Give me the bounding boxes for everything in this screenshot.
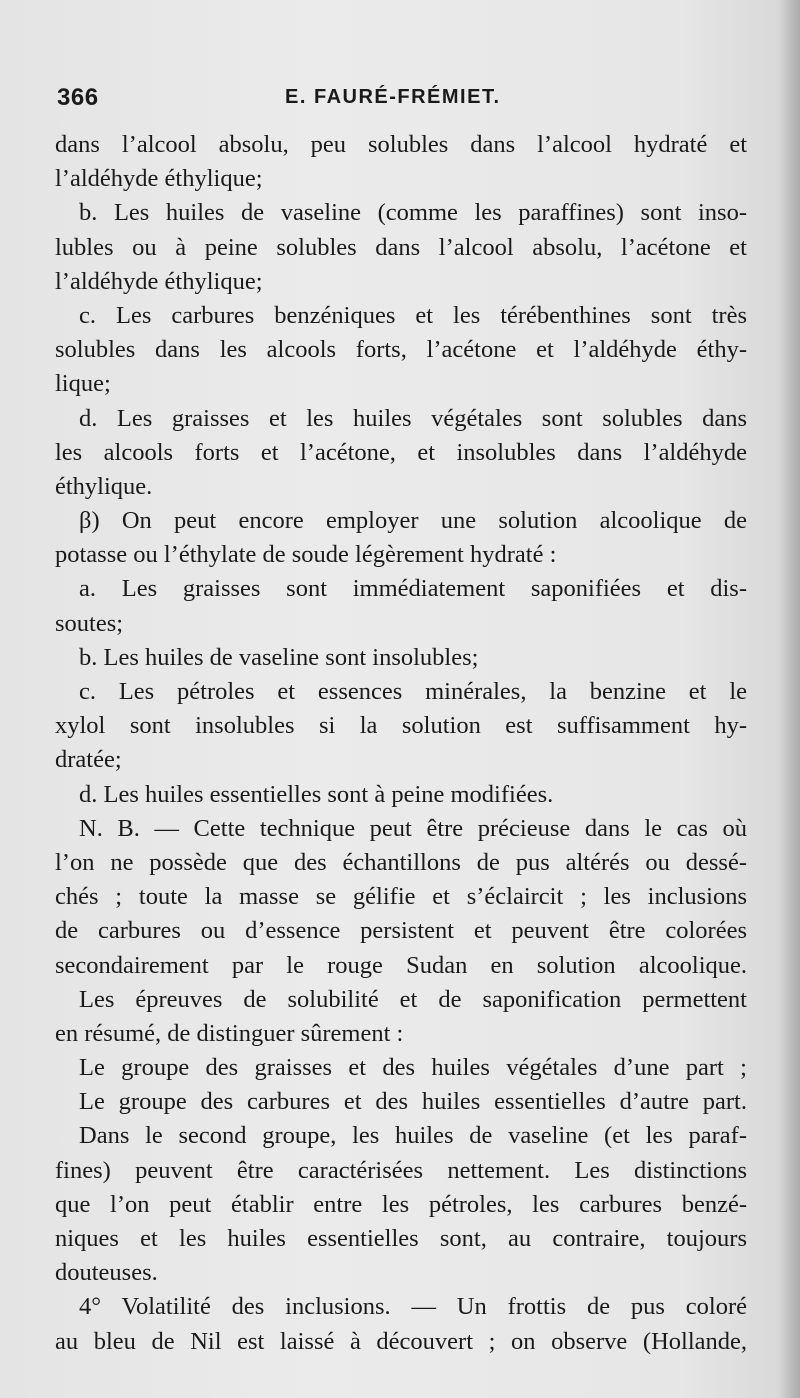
text-line: Dans le second groupe, les huiles de vaseline (et les paraf- [79,1122,747,1150]
text-line: b. Les huiles de vaseline sont insolubles; [79,643,479,671]
text-line: a. Les graisses sont immédiatement saponifiées et dis- [79,575,747,603]
text-line: b. Les huiles de vaseline (comme les paraffines) sont inso- [79,199,747,227]
text-line: au bleu de Nil est laissé à découvert ; on observe (Hollande, [55,1327,747,1355]
text-line: Le groupe des carbures et des huiles essentielles d’autre part. [79,1088,747,1116]
text-line: β) On peut encore employer une solution alcoolique de [79,507,747,535]
text-line: que l’on peut établir entre les pétroles, les carbures benzé- [55,1190,747,1218]
text-line: lubles ou à peine solubles dans l’alcool absolu, l’acétone et [55,233,747,261]
body-text [55,128,747,1359]
text-line: d. Les graisses et les huiles végétales sont solubles dans [79,404,747,432]
text-line: niques et les huiles essentielles sont, au contraire, toujours [55,1225,747,1252]
text-line: c. Les pétroles et essences minérales, la benzine et le [79,678,747,705]
text-line: éthylique. [55,472,153,500]
page-edge-shadow [778,0,800,1398]
text-line: solubles dans les alcools forts, l’acétone et l’aldéhyde éthy- [55,336,747,364]
text-line: l’aldéhyde éthylique; [55,165,263,193]
text-line: secondairement par le rouge Sudan en solution alcoolique. [55,951,747,979]
page-number: 366 [57,84,99,111]
text-line: fines) peuvent être caractérisées nettement. Les distinctions [55,1156,747,1184]
text-line: Le groupe des graisses et des huiles végétales d’une part ; [79,1054,747,1082]
running-head: E. FAURÉ-FRÉMIET. [285,86,501,108]
text-line: de carbures ou d’essence persistent et peuvent être colorées [55,917,747,945]
text-line: potasse ou l’éthylate de soude légèrement hydraté : [55,541,557,569]
text-line: chés ; toute la masse se gélifie et s’éclaircit ; les inclusions [55,883,747,911]
page-header [57,84,747,124]
text-line: en résumé, de distinguer sûrement : [55,1019,404,1047]
text-line: c. Les carbures benzéniques et les térébenthines sont très [79,301,747,329]
text-line: soutes; [55,609,124,637]
text-line: 4° Volatilité des inclusions. — Un frottis de pus coloré [79,1293,747,1321]
text-line: les alcools forts et l’acétone, et insolubles dans l’aldéhyde [55,438,747,466]
text-line: d. Les huiles essentielles sont à peine modifiées. [79,780,554,808]
text-line: N. B. — Cette technique peut être précieuse dans le cas où [79,814,747,842]
text-line: lique; [55,370,111,398]
text-line: dans l’alcool absolu, peu solubles dans l’alcool hydraté et [55,131,747,158]
text-line: xylol sont insolubles si la solution est suffisamment hy- [55,712,747,740]
text-line: l’on ne possède que des échantillons de pus altérés ou dessé- [55,848,747,876]
text-line: Les épreuves de solubilité et de saponification permettent [79,985,747,1013]
text-line: dratée; [55,746,122,774]
text-line: douteuses. [55,1259,158,1287]
text-line: l’aldéhyde éthylique; [55,267,263,295]
